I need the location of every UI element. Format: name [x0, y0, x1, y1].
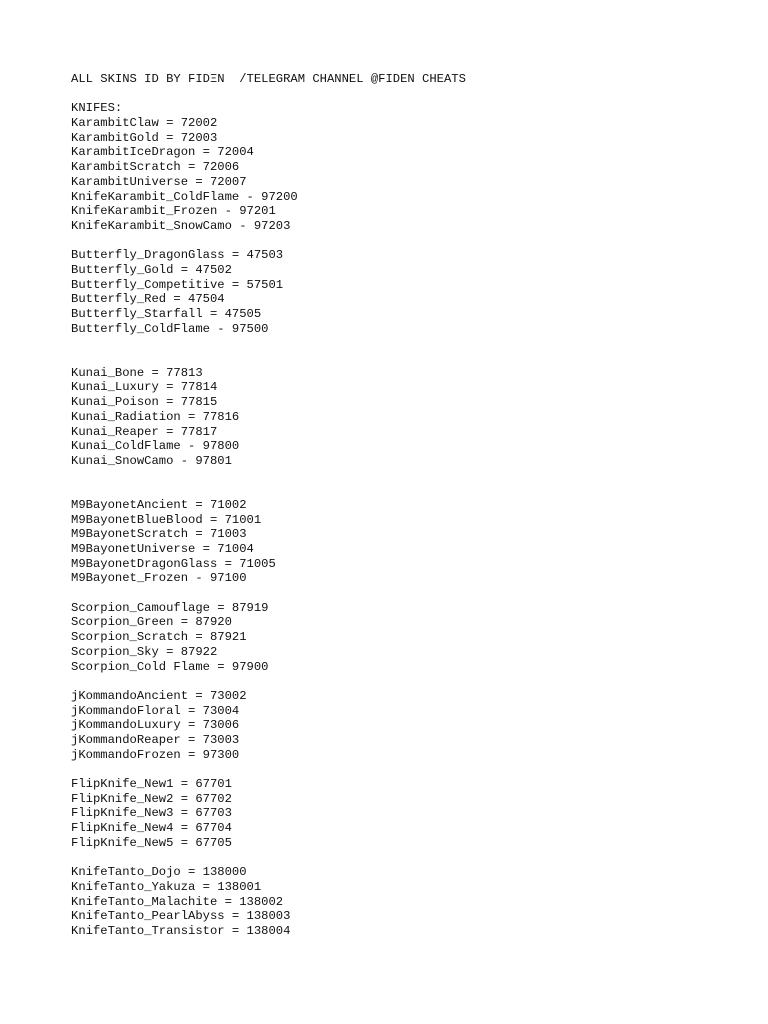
skin-line: Kunai_ColdFlame - 97800	[71, 439, 240, 454]
knifetanto-group	[71, 865, 751, 938]
scorpion-group	[71, 601, 751, 674]
skin-line: Kunai_Radiation = 77816	[71, 409, 240, 424]
document-title: ALL SKINS ID BY FIDΞN /TELEGRAM CHANNEL @FIDEN CHEATS	[71, 72, 466, 86]
skin-line: FlipKnife_New2 = 67702	[71, 791, 232, 806]
skin-line: Butterfly_Red = 47504	[71, 292, 225, 307]
skin-line: Kunai_Bone = 77813	[71, 365, 203, 380]
kunai-group	[71, 366, 751, 469]
skin-line: M9Bayonet_Frozen - 97100	[71, 571, 247, 586]
section-heading-knifes: KNIFES:	[71, 101, 123, 116]
skin-line: Scorpion_Scratch = 87921	[71, 630, 247, 645]
skin-line: KarambitScratch = 72006	[71, 160, 240, 175]
skin-line: KnifeKarambit_Frozen - 97201	[71, 204, 276, 219]
skin-line: jKommandoReaper = 73003	[71, 732, 240, 747]
skin-line: FlipKnife_New4 = 67704	[71, 821, 232, 836]
document-page	[71, 72, 751, 953]
skin-line: Kunai_Luxury = 77814	[71, 380, 218, 395]
karambit-group	[71, 101, 751, 233]
skin-line: jKommandoFloral = 73004	[71, 703, 240, 718]
skin-line: M9BayonetUniverse = 71004	[71, 542, 254, 557]
skin-line: KnifeTanto_PearlAbyss = 138003	[71, 909, 291, 924]
skin-line: Scorpion_Cold Flame = 97900	[71, 659, 269, 674]
skin-line: Kunai_SnowCamo - 97801	[71, 453, 232, 468]
skin-line: KarambitClaw = 72002	[71, 116, 218, 131]
skin-line: KnifeKarambit_ColdFlame - 97200	[71, 189, 298, 204]
skin-line: jKommandoLuxury = 73006	[71, 718, 240, 733]
skin-line: KarambitUniverse = 72007	[71, 174, 247, 189]
skin-line: M9BayonetDragonGlass = 71005	[71, 556, 276, 571]
butterfly-group	[71, 248, 751, 336]
skin-line: FlipKnife_New3 = 67703	[71, 806, 232, 821]
skin-line: KnifeTanto_Yakuza = 138001	[71, 879, 262, 894]
skin-line: KnifeKarambit_SnowCamo - 97203	[71, 218, 291, 233]
skin-line: Kunai_Reaper = 77817	[71, 424, 218, 439]
skin-line: Scorpion_Sky = 87922	[71, 644, 218, 659]
skin-line: jKommandoAncient = 73002	[71, 688, 247, 703]
skin-line: Butterfly_Competitive = 57501	[71, 277, 284, 292]
flipknife-group	[71, 777, 751, 850]
skin-line: Scorpion_Camouflage = 87919	[71, 600, 269, 615]
skin-line: FlipKnife_New5 = 67705	[71, 835, 232, 850]
skin-line: M9BayonetBlueBlood = 71001	[71, 512, 262, 527]
m9bayonet-group	[71, 498, 751, 586]
skin-line: Kunai_Poison = 77815	[71, 395, 218, 410]
skin-line: Scorpion_Green = 87920	[71, 615, 232, 630]
skin-line: jKommandoFrozen = 97300	[71, 747, 240, 762]
skin-line: M9BayonetAncient = 71002	[71, 497, 247, 512]
skin-line: Butterfly_Gold = 47502	[71, 262, 232, 277]
skin-line: M9BayonetScratch = 71003	[71, 527, 247, 542]
skin-line: KnifeTanto_Malachite = 138002	[71, 894, 284, 909]
skin-line: Butterfly_ColdFlame - 97500	[71, 321, 269, 336]
jkommando-group	[71, 689, 751, 762]
skin-line: KarambitIceDragon = 72004	[71, 145, 254, 160]
skin-line: Butterfly_DragonGlass = 47503	[71, 248, 284, 263]
skin-line: KnifeTanto_Dojo = 138000	[71, 865, 247, 880]
skin-line: FlipKnife_New1 = 67701	[71, 777, 232, 792]
skin-line: Butterfly_Starfall = 47505	[71, 307, 262, 321]
skin-line: KnifeTanto_Transistor = 138004	[71, 923, 291, 938]
skin-line: KarambitGold = 72003	[71, 130, 218, 145]
